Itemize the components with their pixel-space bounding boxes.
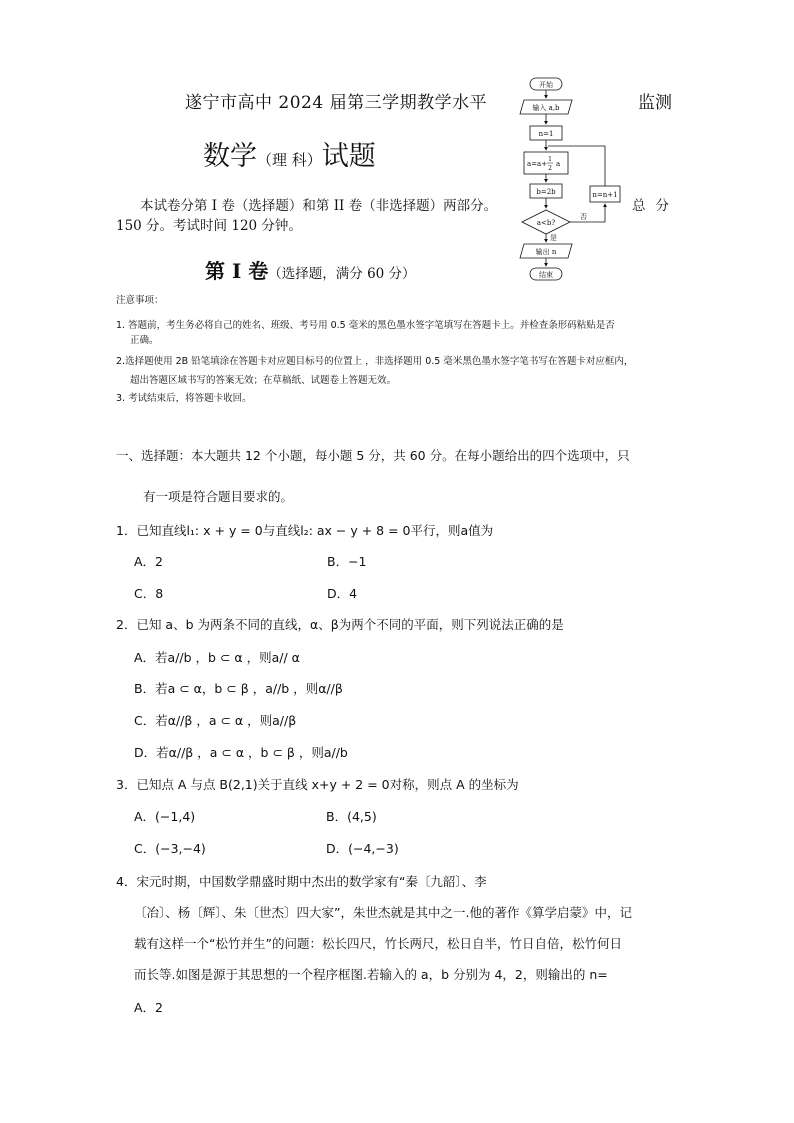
flowchart-update-b-label: b=2b (536, 188, 556, 196)
question-2-stem: 2．已知 a、b 为两条不同的直线，α、β为两个不同的平面，则下列说法正确的是 (116, 617, 564, 632)
exam-monitor-word: 监测 (638, 93, 672, 113)
flowchart-init-label: n=1 (538, 130, 554, 138)
paper-title-sub: （理 科） (257, 151, 322, 169)
flowchart-no-label: 否 (580, 213, 587, 221)
section1-intro: 一、选择题：本大题共 12 个小题，每小题 5 分，共 60 分。在每小题给出的四个选项中，只 (116, 448, 630, 463)
flowchart-update-a-den: 2 (548, 165, 552, 172)
question-1-option-c: C．8 (134, 586, 164, 601)
notice-item-2-cont: 超出答题区域书写的答案无效；在草稿纸、试题卷上答题无效。 (130, 375, 397, 386)
intro-line-2: 150 分。考试时间 120 分钟。 (116, 218, 302, 234)
question-4-stem: 4．宋元时期，中国数学鼎盛时期中杰出的数学家有“秦〔九韶〕、李 (116, 874, 487, 889)
intro-score-word: 总分 (632, 198, 679, 214)
flowchart-output-label: 输出 n (535, 248, 557, 256)
flowchart-update-a-num: 1 (548, 156, 552, 163)
flowchart-update-a-left: a=a+ (527, 160, 548, 168)
flowchart-update-a-right: a (556, 160, 561, 168)
question-1-option-b: B．−1 (327, 554, 367, 569)
question-1-option-d: D．4 (327, 586, 358, 601)
program-flowchart (510, 76, 622, 286)
volume1-title: 第 I 卷 (205, 259, 269, 283)
notice-heading: 注意事项： (116, 295, 164, 306)
question-1-option-a: A．2 (134, 554, 164, 569)
question-4-stem-cont-3: 而长等.如图是源于其思想的一个程序框图.若输入的 a，b 分别为 4，2，则输出的 n= (134, 967, 608, 982)
question-4-stem-cont-2: 载有这样一个“松竹并生”的问题：松长四尺，竹长两尺，松日自半，竹日自倍，松竹何日 (134, 936, 622, 951)
question-2-option-b: B．若a ⊂ α，b ⊂ β ，a//b ，则α//β (134, 681, 343, 696)
question-4-option-a: A．2 (134, 1000, 164, 1015)
flowchart-decision-label: a<b? (536, 219, 556, 227)
flowchart-yes-label: 是 (550, 234, 557, 242)
question-3-option-d: D．(−4,−3) (326, 841, 399, 856)
question-3-option-a: A．(−1,4) (134, 809, 196, 824)
flowchart-update-n-label: n=n+1 (592, 191, 618, 199)
question-3-option-b: B．(4,5) (326, 809, 377, 824)
question-2-option-d: D．若α//β ，a ⊂ α ，b ⊂ β ，则a//b (134, 745, 348, 760)
question-2-option-c: C．若α//β ，a ⊂ α ，则a//β (134, 713, 297, 728)
flowchart-input-label: 输入 a,b (532, 104, 560, 112)
paper-title-main: 数学 (203, 141, 257, 172)
flowchart-end-label: 结束 (539, 271, 553, 279)
question-4-stem-cont-1: 〔冶〕、杨〔辉〕、朱〔世杰〕四大家”，朱世杰就是其中之一.他的著作《算学启蒙》中，记 (134, 905, 632, 920)
intro-line-1: 本试卷分第 I 卷（选择题）和第 II 卷（非选择题）两部分。 (140, 198, 498, 214)
flowchart-start-label: 开始 (539, 81, 553, 89)
volume1-subtitle: （选择题，满分 60 分） (268, 266, 416, 282)
paper-title-end: 试题 (321, 141, 376, 172)
question-3-option-c: C．(−3,−4) (134, 841, 206, 856)
section1-intro-cont: 有一项是符合题目要求的。 (143, 489, 294, 504)
volume1-heading (205, 255, 416, 284)
paper-title (203, 134, 376, 173)
notice-item-1-cont: 正确。 (130, 335, 159, 346)
question-3-stem: 3．已知点 A 与点 B(2,1)关于直线 x+y + 2 = 0对称，则点 A 的坐标为 (116, 777, 519, 792)
notice-item-1: 1. 答题前，考生务必将自己的姓名、班级、考号用 0.5 毫米的黑色墨水签字笔填写在答题卡上。并检查条形码粘贴是否 (116, 320, 615, 331)
question-2-option-a: A．若a//b ，b ⊂ α ，则a// α (134, 650, 300, 665)
exam-school-title: 遂宁市高中 2024 届第三学期教学水平 (185, 93, 488, 113)
notice-item-2: 2.选择题使用 2B 铅笔填涂在答题卡对应题目标号的位置上 ，非选择题用 0.5 毫米黑色墨水签字笔书写在答题卡对应框内， (116, 356, 634, 367)
question-1-stem: 1．已知直线l₁: x + y = 0与直线l₂: ax − y + 8 = 0平行，则a值为 (116, 523, 494, 538)
notice-item-3: 3. 考试结束后，将答题卡收回。 (116, 393, 252, 404)
